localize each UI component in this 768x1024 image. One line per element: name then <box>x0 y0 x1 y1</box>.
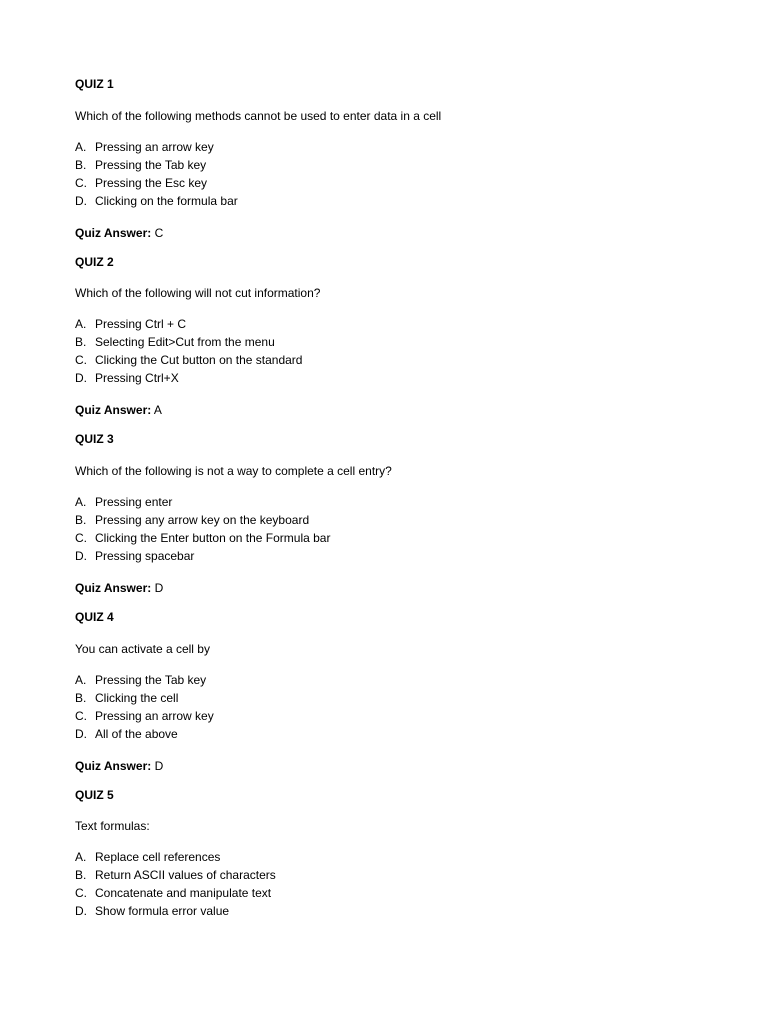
quiz-2-answer <box>75 403 162 417</box>
quiz-3-title: QUIZ 3 <box>75 432 114 446</box>
option-letter: A. <box>75 850 87 864</box>
option-letter: C. <box>75 709 87 723</box>
quiz-3-option-d <box>75 547 330 565</box>
quiz-1-option-c <box>75 174 238 192</box>
option-letter: B. <box>75 691 87 705</box>
option-letter: D. <box>75 549 87 563</box>
option-text: Pressing enter <box>95 495 173 509</box>
quiz-3-option-c <box>75 529 330 547</box>
quiz-4-title: QUIZ 4 <box>75 610 114 624</box>
answer-label: Quiz Answer: <box>75 759 152 773</box>
answer-label: Quiz Answer: <box>75 403 152 417</box>
option-text: Pressing spacebar <box>95 549 195 563</box>
quiz-3-option-b <box>75 511 330 529</box>
option-letter: A. <box>75 495 87 509</box>
quiz-1-answer <box>75 226 163 240</box>
option-text: Pressing the Esc key <box>95 176 208 190</box>
quiz-5-options <box>75 848 276 920</box>
quiz-3-options <box>75 493 330 565</box>
option-letter: D. <box>75 194 87 208</box>
quiz-3-answer <box>75 581 163 595</box>
quiz-2-options <box>75 315 302 387</box>
quiz-4-option-b <box>75 689 214 707</box>
option-letter: B. <box>75 158 87 172</box>
option-letter: A. <box>75 673 87 687</box>
option-letter: B. <box>75 513 87 527</box>
option-text: Pressing an arrow key <box>95 709 214 723</box>
option-text: Clicking the Enter button on the Formula bar <box>95 531 331 545</box>
quiz-4-option-a <box>75 671 214 689</box>
answer-value: D <box>154 759 164 773</box>
option-text: Concatenate and manipulate text <box>95 886 272 900</box>
option-text: Return ASCII values of characters <box>95 868 276 882</box>
option-letter: B. <box>75 335 87 349</box>
quiz-2-option-a <box>75 315 302 333</box>
quiz-4-option-d <box>75 725 214 743</box>
answer-label: Quiz Answer: <box>75 581 152 595</box>
quiz-3-question: Which of the following is not a way to complete a cell entry? <box>75 464 392 478</box>
quiz-2-question: Which of the following will not cut information? <box>75 286 321 300</box>
answer-value: C <box>154 226 164 240</box>
quiz-2-option-d <box>75 369 302 387</box>
quiz-4-option-c <box>75 707 214 725</box>
quiz-4-options <box>75 671 214 743</box>
option-letter: A. <box>75 140 87 154</box>
option-text: Pressing Ctrl+X <box>95 371 179 385</box>
option-text: Clicking the cell <box>95 691 179 705</box>
quiz-1-option-a <box>75 138 238 156</box>
option-letter: C. <box>75 886 87 900</box>
option-letter: B. <box>75 868 87 882</box>
answer-value: A <box>153 403 162 417</box>
option-letter: D. <box>75 904 87 918</box>
option-letter: C. <box>75 176 87 190</box>
quiz-5-option-d <box>75 902 276 920</box>
quiz-1-option-b <box>75 156 238 174</box>
answer-label: Quiz Answer: <box>75 226 152 240</box>
option-text: Replace cell references <box>95 850 221 864</box>
quiz-1-options <box>75 138 238 210</box>
option-letter: D. <box>75 727 87 741</box>
option-text: Clicking on the formula bar <box>95 194 238 208</box>
option-letter: C. <box>75 531 87 545</box>
option-text: Selecting Edit>Cut from the menu <box>95 335 275 349</box>
quiz-2-title: QUIZ 2 <box>75 255 114 269</box>
quiz-1-option-d <box>75 192 238 210</box>
option-text: Pressing any arrow key on the keyboard <box>95 513 310 527</box>
option-letter: C. <box>75 353 87 367</box>
quiz-1-title: QUIZ 1 <box>75 77 114 91</box>
quiz-1-question: Which of the following methods cannot be used to enter data in a cell <box>75 109 442 123</box>
option-text: Pressing the Tab key <box>95 158 207 172</box>
answer-value: D <box>154 581 164 595</box>
option-letter: A. <box>75 317 87 331</box>
quiz-5-option-c <box>75 884 276 902</box>
option-text: Clicking the Cut button on the standard <box>95 353 303 367</box>
quiz-5-title: QUIZ 5 <box>75 788 114 802</box>
option-text: All of the above <box>95 727 178 741</box>
option-text: Pressing an arrow key <box>95 140 214 154</box>
option-text: Show formula error value <box>95 904 230 918</box>
option-text: Pressing the Tab key <box>95 673 207 687</box>
option-letter: D. <box>75 371 87 385</box>
quiz-2-option-b <box>75 333 302 351</box>
quiz-4-answer <box>75 759 163 773</box>
quiz-4-question: You can activate a cell by <box>75 642 210 656</box>
quiz-5-option-b <box>75 866 276 884</box>
quiz-2-option-c <box>75 351 302 369</box>
quiz-3-option-a <box>75 493 330 511</box>
option-text: Pressing Ctrl + C <box>95 317 187 331</box>
quiz-5-option-a <box>75 848 276 866</box>
quiz-5-question: Text formulas: <box>75 819 150 833</box>
